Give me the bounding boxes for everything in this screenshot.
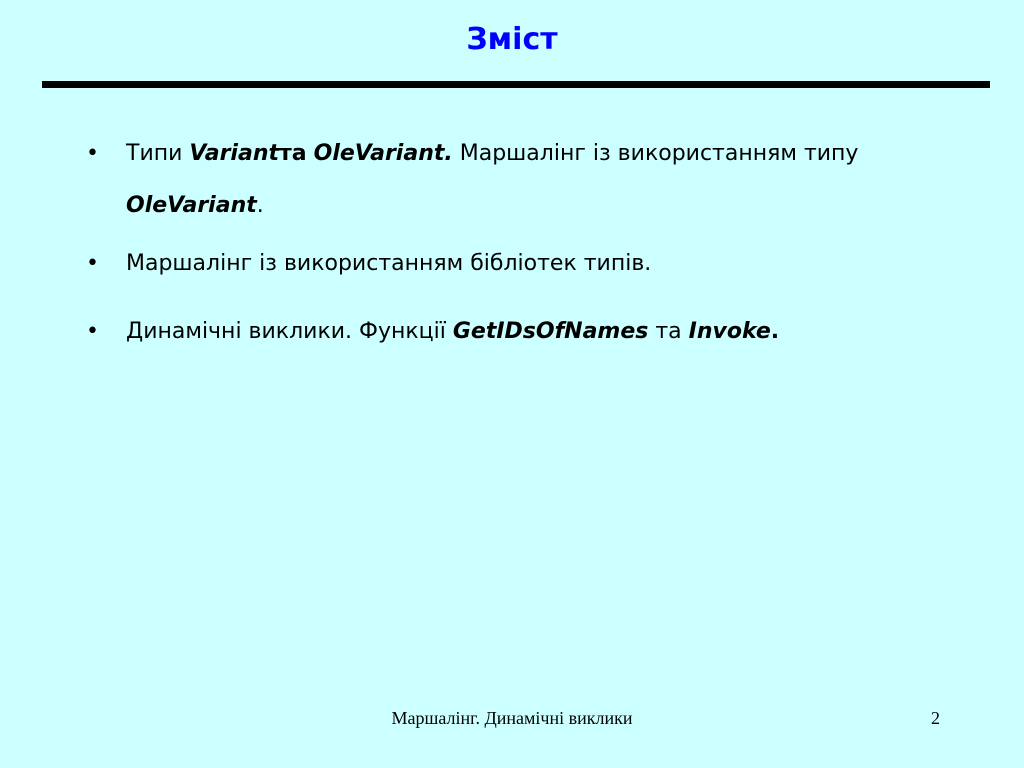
text-segment: Маршалінг із використанням бібліотек типів. xyxy=(126,251,652,276)
text-segment: Динамічні виклики. Функції xyxy=(126,319,453,344)
page-number: 2 xyxy=(931,708,940,728)
text-segment: та xyxy=(648,319,689,344)
bullet-marker: • xyxy=(86,319,99,344)
keyword-invoke: Invoke xyxy=(688,319,771,344)
text-segment: Маршалінг із використанням типу xyxy=(452,141,859,166)
bullet-item-variant-types xyxy=(86,128,966,232)
keyword-olevariant: OleVariant xyxy=(126,193,257,218)
slide-footer: Маршалінг. Динамічні виклики xyxy=(391,708,633,728)
slide-title: Зміст xyxy=(466,22,558,57)
keyword-getidsofnames: GetIDsOfNames xyxy=(452,319,649,344)
text-segment: . xyxy=(770,319,780,344)
keyword-variant: Variant xyxy=(189,141,280,166)
text-segment: . xyxy=(444,141,453,166)
text-segment: та xyxy=(279,141,307,166)
bullet-marker: • xyxy=(86,141,99,166)
bullet-marker: • xyxy=(86,251,99,276)
bullet-item-dynamic-calls xyxy=(86,306,966,358)
title-divider xyxy=(42,81,990,88)
text-segment xyxy=(307,141,314,166)
keyword-olevariant: OleVariant xyxy=(313,141,445,166)
text-segment: Типи xyxy=(126,141,190,166)
bullet-list xyxy=(86,128,966,358)
text-segment: . xyxy=(256,193,264,218)
bullet-item-type-libraries xyxy=(86,238,966,290)
